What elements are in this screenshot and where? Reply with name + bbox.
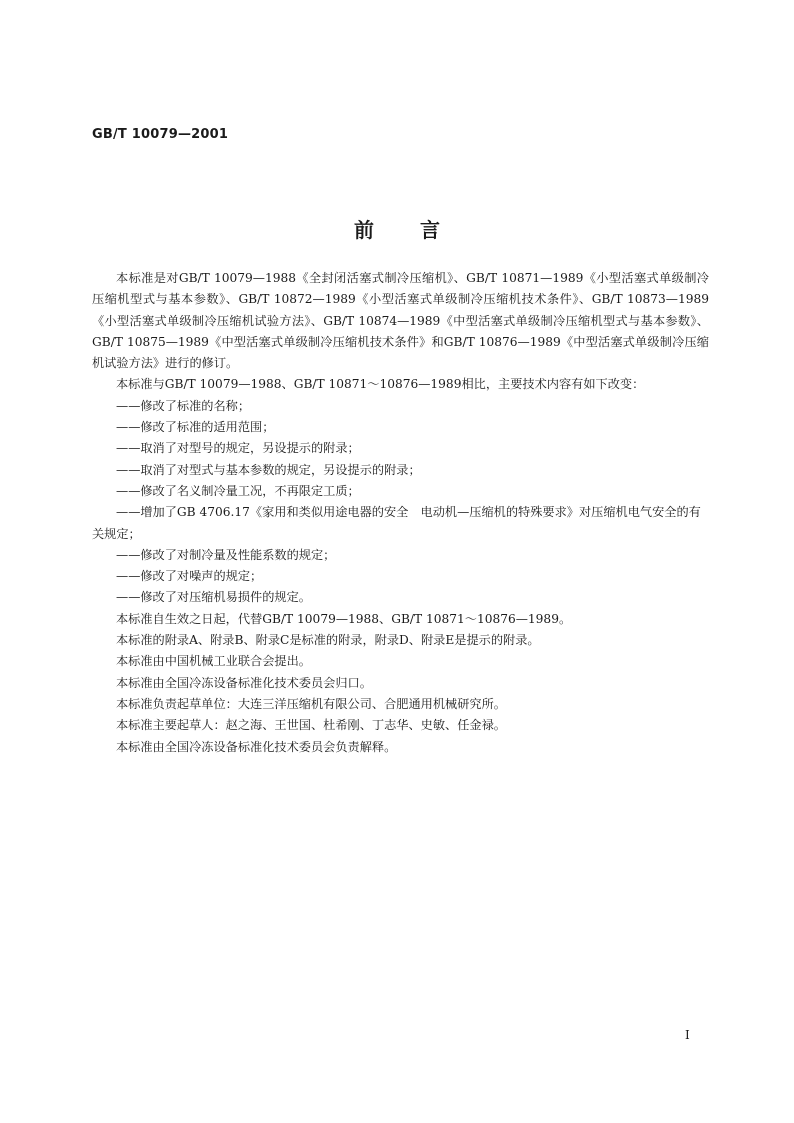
compare-paragraph: 本标准与GB/T 10079—1988、GB/T 10871～10876—1989相比，主要技术内容有如下改变： bbox=[116, 377, 645, 392]
drafting-units-paragraph: 本标准负责起草单位：大连三洋压缩机有限公司、合肥通用机械研究所。 bbox=[116, 696, 506, 711]
intro-paragraph: 本标准是对GB/T 10079—1988《全封闭活塞式制冷压缩机》、GB/T 10871—1989《小型活塞式单级制冷压缩机型式与基本参数》、GB/T 10872—1989《小型活塞式单级制冷压缩机技术条件》、GB/T 10873—1989《小型活塞式单级制冷压缩机试验方法》、GB/T 10874—1989《中型活塞式单级制冷压缩机型式与基本参数》、GB/T 10875—1989《中型活塞式单级制冷压缩机技术条件》和GB/T 10876—1989《中型活塞式单级制冷压缩机试验方法》进行的修订。 bbox=[92, 271, 709, 371]
drafters-paragraph: 本标准主要起草人：赵之海、王世国、杜希刚、丁志华、史敏、任金禄。 bbox=[116, 718, 506, 733]
change-item: ——修改了标准的适用范围； bbox=[116, 420, 275, 435]
change-item: ——修改了对制冷量及性能系数的规定； bbox=[116, 547, 336, 562]
change-item: ——取消了对型式与基本参数的规定，另设提示的附录； bbox=[116, 462, 421, 477]
change-item: ——增加了GB 4706.17《家用和类似用途电器的安全 电动机—压缩机的特殊要求》对压缩机电气安全的有关规定； bbox=[92, 505, 701, 541]
change-item: ——修改了对压缩机易损件的规定。 bbox=[116, 590, 311, 605]
page-number: I bbox=[685, 1028, 690, 1042]
change-item: ——修改了名义制冷量工况，不再限定工质； bbox=[116, 483, 360, 498]
standard-number: GB/T 10079—2001 bbox=[92, 127, 229, 142]
proposer-paragraph: 本标准由中国机械工业联合会提出。 bbox=[116, 654, 311, 669]
change-item: ——修改了标准的名称； bbox=[116, 398, 251, 413]
effective-paragraph: 本标准自生效之日起，代替GB/T 10079—1988、GB/T 10871～10876—1989。 bbox=[116, 611, 572, 626]
centralized-paragraph: 本标准由全国冷冻设备标准化技术委员会归口。 bbox=[116, 675, 372, 690]
appendices-paragraph: 本标准的附录A、附录B、附录C是标准的附录，附录D、附录E是提示的附录。 bbox=[116, 633, 540, 648]
page-title: 前言 bbox=[354, 218, 486, 242]
change-item: ——修改了对噪声的规定； bbox=[116, 569, 263, 584]
change-item: ——取消了对型号的规定，另设提示的附录； bbox=[116, 441, 360, 456]
interpretation-paragraph: 本标准由全国冷冻设备标准化技术委员会负责解释。 bbox=[116, 739, 397, 754]
foreword-body bbox=[92, 268, 709, 758]
